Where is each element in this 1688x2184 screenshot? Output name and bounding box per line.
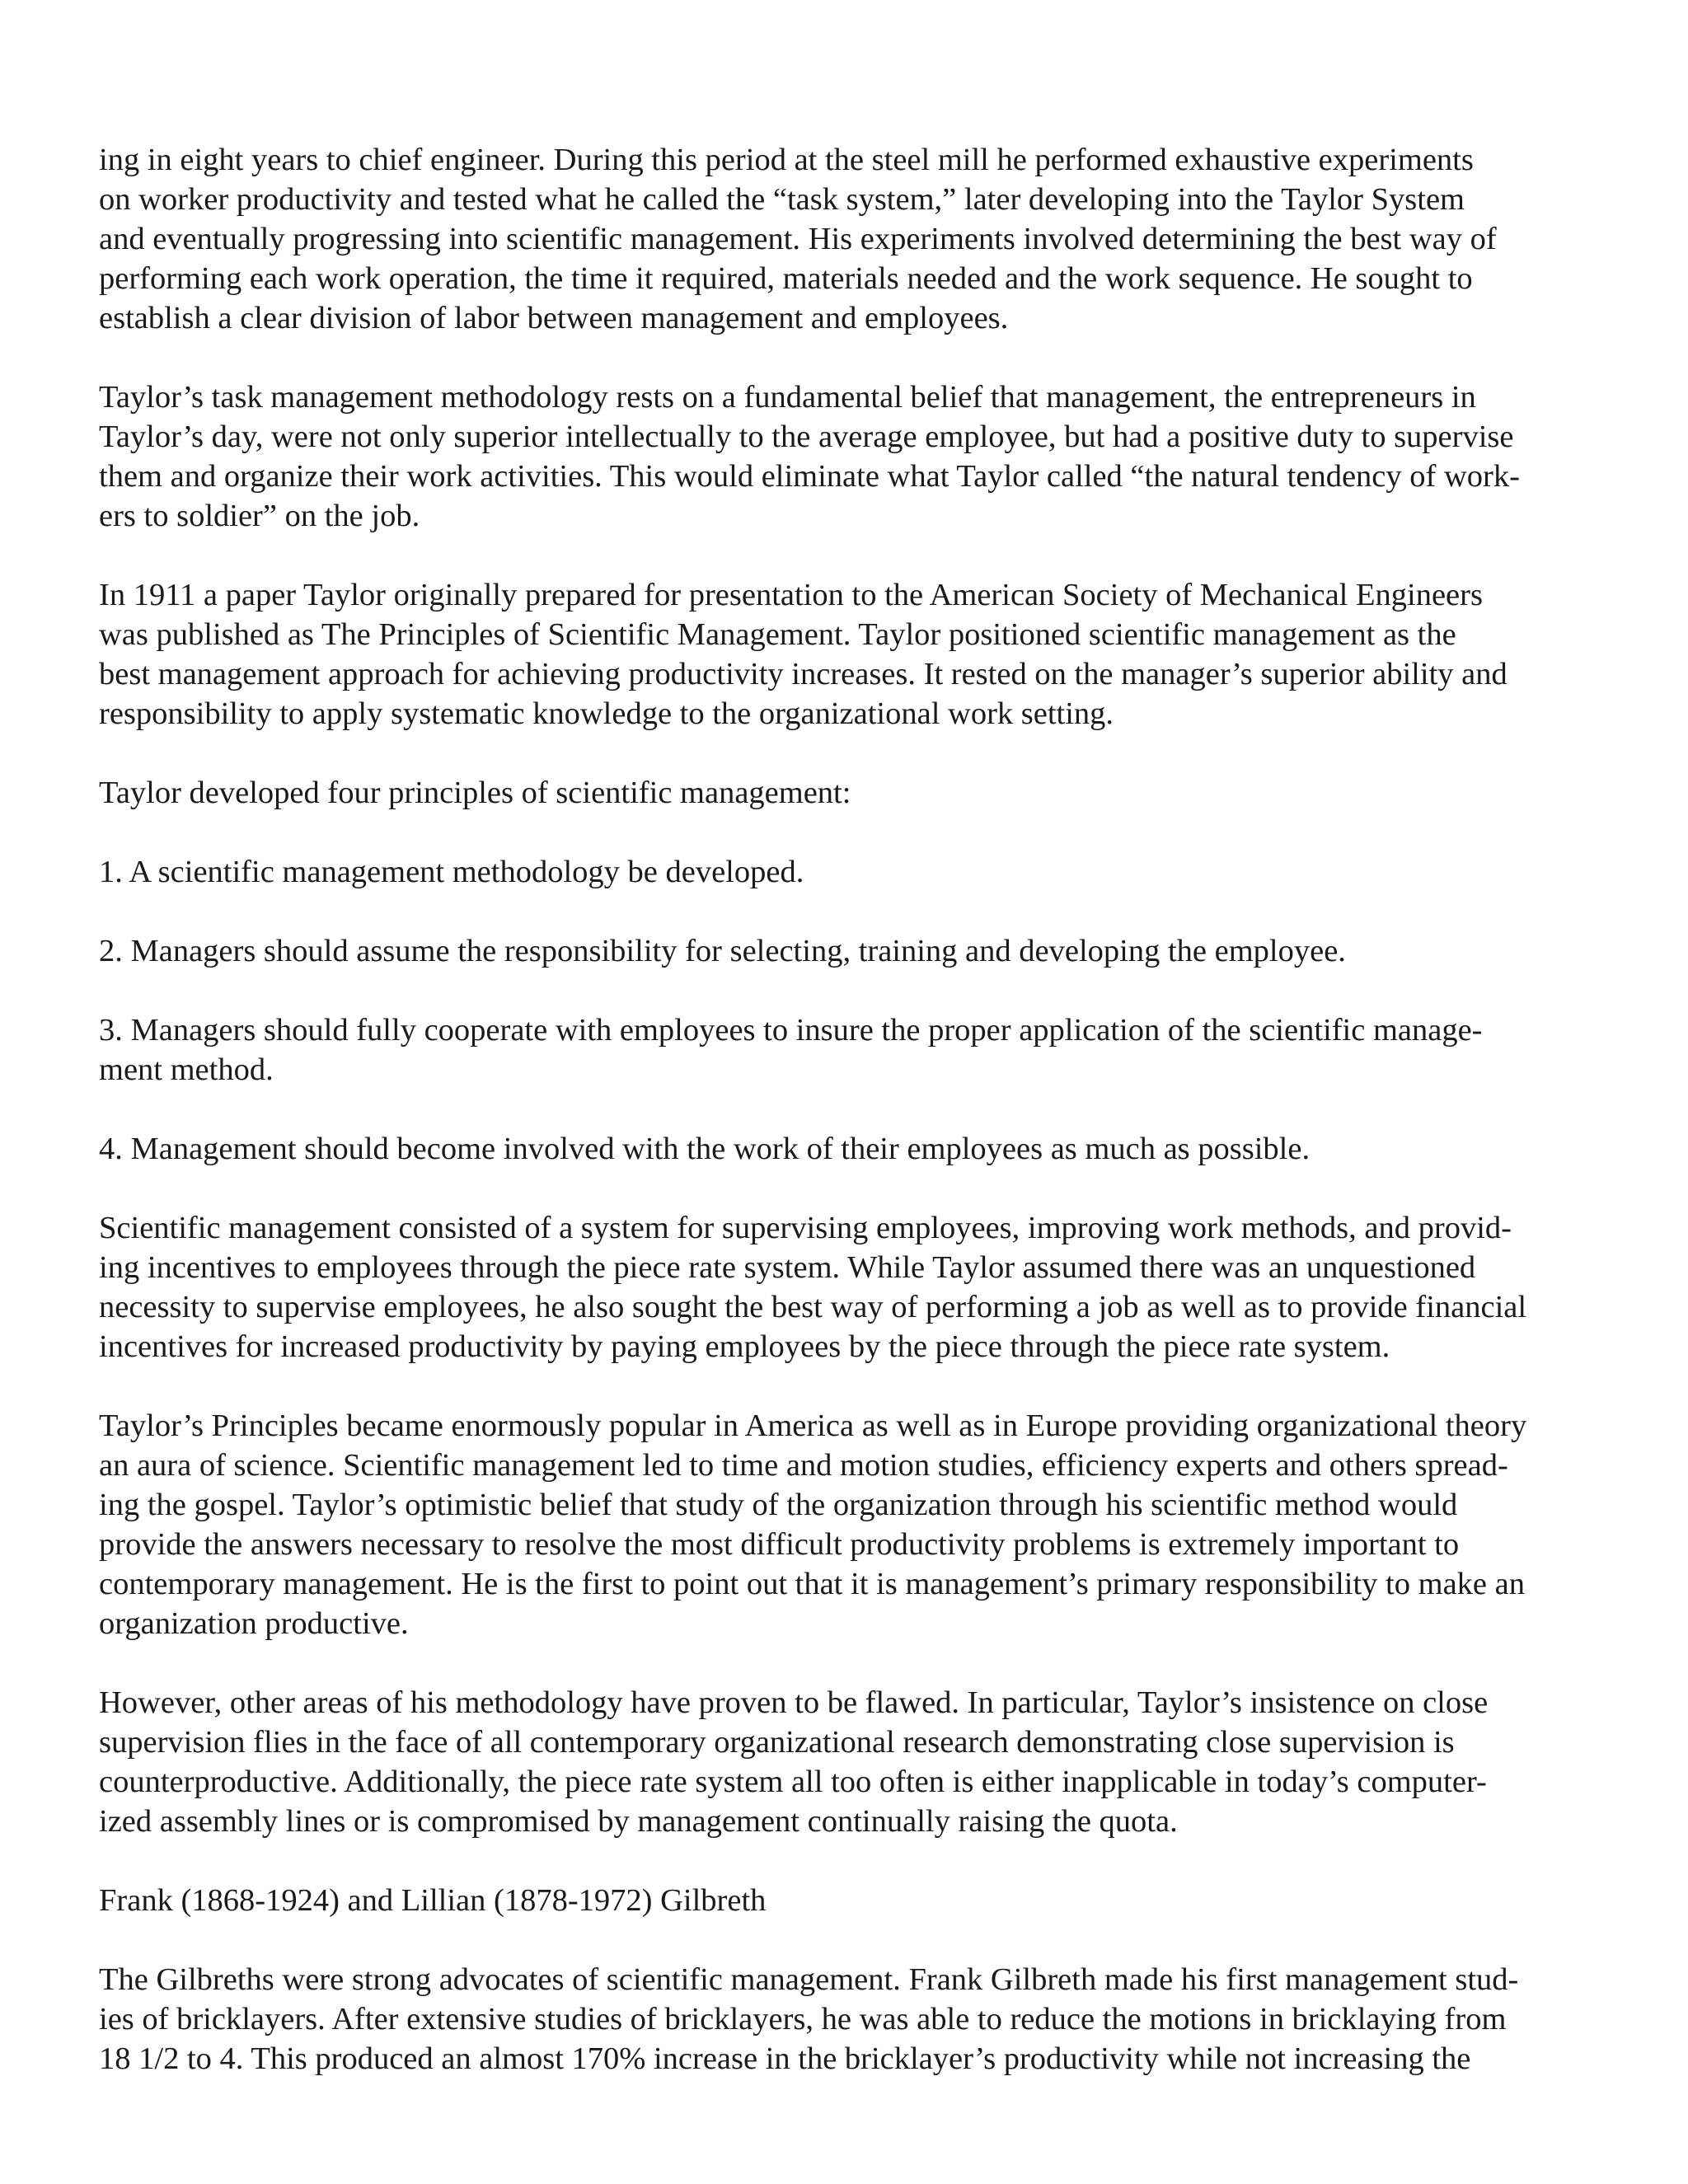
paragraph-principles-popularity xyxy=(99,1406,1591,1643)
text-line: ing incentives to employees through the piece rate system. While Taylor assumed there was an unquestioned xyxy=(99,1250,1476,1285)
text-line: Taylor developed four principles of scientific management: xyxy=(99,776,851,810)
text-line: establish a clear division of labor between management and employees. xyxy=(99,301,1009,335)
text-line: Taylor’s day, were not only superior intellectually to the average employee, but had a positive duty to supervise xyxy=(99,419,1514,454)
text-line: contemporary management. He is the first to point out that it is management’s primary responsibility to make an xyxy=(99,1567,1525,1601)
text-line: ment method. xyxy=(99,1052,274,1087)
text-line: 4. Management should become involved with the work of their employees as much as possible. xyxy=(99,1132,1311,1166)
paragraph-gilbreth-bricklayers xyxy=(99,1960,1591,2079)
paragraph-principles-1911 xyxy=(99,575,1591,733)
list-item-principle-3 xyxy=(99,1010,1591,1090)
text-line: ers to soldier” on the job. xyxy=(99,499,420,533)
text-line: supervision flies in the face of all contemporary organizational research demonstrating close supervision is xyxy=(99,1725,1455,1760)
section-heading-gilbreth xyxy=(99,1881,1591,1920)
text-line: incentives for increased productivity by paying employees by the piece through the piece rate system. xyxy=(99,1329,1390,1364)
text-line: performing each work operation, the time it required, materials needed and the work sequence. He sought to xyxy=(99,261,1473,296)
text-line: organization productive. xyxy=(99,1606,409,1641)
text-line: 18 1/2 to 4. This produced an almost 170% increase in the bricklayer’s productivity while not increasing the xyxy=(99,2041,1471,2076)
paragraph-four-principles-intro xyxy=(99,773,1591,813)
text-line: ing the gospel. Taylor’s optimistic belief that study of the organization through his scientific method would xyxy=(99,1488,1458,1522)
text-line: Taylor’s Principles became enormously popular in America as well as in Europe providing organizational theory xyxy=(99,1408,1527,1443)
text-line: ized assembly lines or is compromised by management continually raising the quota. xyxy=(99,1804,1178,1839)
text-line: on worker productivity and tested what he called the “task system,” later developing into the Taylor System xyxy=(99,182,1465,217)
paragraph-task-management xyxy=(99,377,1591,536)
text-line: Scientific management consisted of a system for supervising employees, improving work methods, and provid- xyxy=(99,1211,1512,1245)
text-line: ies of bricklayers. After extensive studies of bricklayers, he was able to reduce the motions in bricklaying from xyxy=(99,2002,1507,2036)
text-line: them and organize their work activities. This would eliminate what Taylor called “the natural tendency of work- xyxy=(99,459,1520,494)
text-line: counterproductive. Additionally, the piece rate system all too often is either inapplicable in today’s computer- xyxy=(99,1765,1487,1799)
list-item-principle-1 xyxy=(99,852,1591,892)
text-line: The Gilbreths were strong advocates of scientific management. Frank Gilbreth made his first management stud- xyxy=(99,1962,1519,1997)
text-line: However, other areas of his methodology have proven to be flawed. In particular, Taylor’s insistence on close xyxy=(99,1685,1489,1720)
text-line: an aura of science. Scientific management led to time and motion studies, efficiency experts and others spread- xyxy=(99,1448,1508,1483)
text-line: 1. A scientific management methodology be developed. xyxy=(99,855,804,889)
text-line: and eventually progressing into scientific management. His experiments involved determining the best way of xyxy=(99,222,1497,256)
text-line: Taylor’s task management methodology rests on a fundamental belief that management, the entrepreneurs in xyxy=(99,380,1476,415)
text-line: In 1911 a paper Taylor originally prepared for presentation to the American Society of Mechanical Engineers xyxy=(99,578,1483,612)
text-line: necessity to supervise employees, he also sought the best way of performing a job as well as to provide financial xyxy=(99,1290,1527,1324)
text-line: 2. Managers should assume the responsibility for selecting, training and developing the employee. xyxy=(99,934,1346,968)
text-line: ing in eight years to chief engineer. During this period at the steel mill he performed exhaustive experiments xyxy=(99,143,1474,177)
paragraph-scientific-management-system xyxy=(99,1208,1591,1366)
text-line: provide the answers necessary to resolve the most difficult productivity problems is extremely important to xyxy=(99,1527,1460,1562)
paragraph-methodology-flaws xyxy=(99,1683,1591,1841)
text-line: responsibility to apply systematic knowledge to the organizational work setting. xyxy=(99,696,1114,731)
text-line: 3. Managers should fully cooperate with employees to insure the proper application of the scientific manage- xyxy=(99,1013,1483,1047)
text-line: best management approach for achieving productivity increases. It rested on the manager’s superior ability and xyxy=(99,657,1507,691)
document-body xyxy=(99,140,1591,2079)
list-item-principle-2 xyxy=(99,931,1591,971)
text-line: was published as The Principles of Scientific Management. Taylor positioned scientific management as the xyxy=(99,617,1456,652)
text-line: Frank (1868-1924) and Lillian (1878-1972) Gilbreth xyxy=(99,1883,767,1918)
document-page xyxy=(99,140,1591,2118)
paragraph-taylor-steel-mill xyxy=(99,140,1591,338)
list-item-principle-4 xyxy=(99,1129,1591,1169)
